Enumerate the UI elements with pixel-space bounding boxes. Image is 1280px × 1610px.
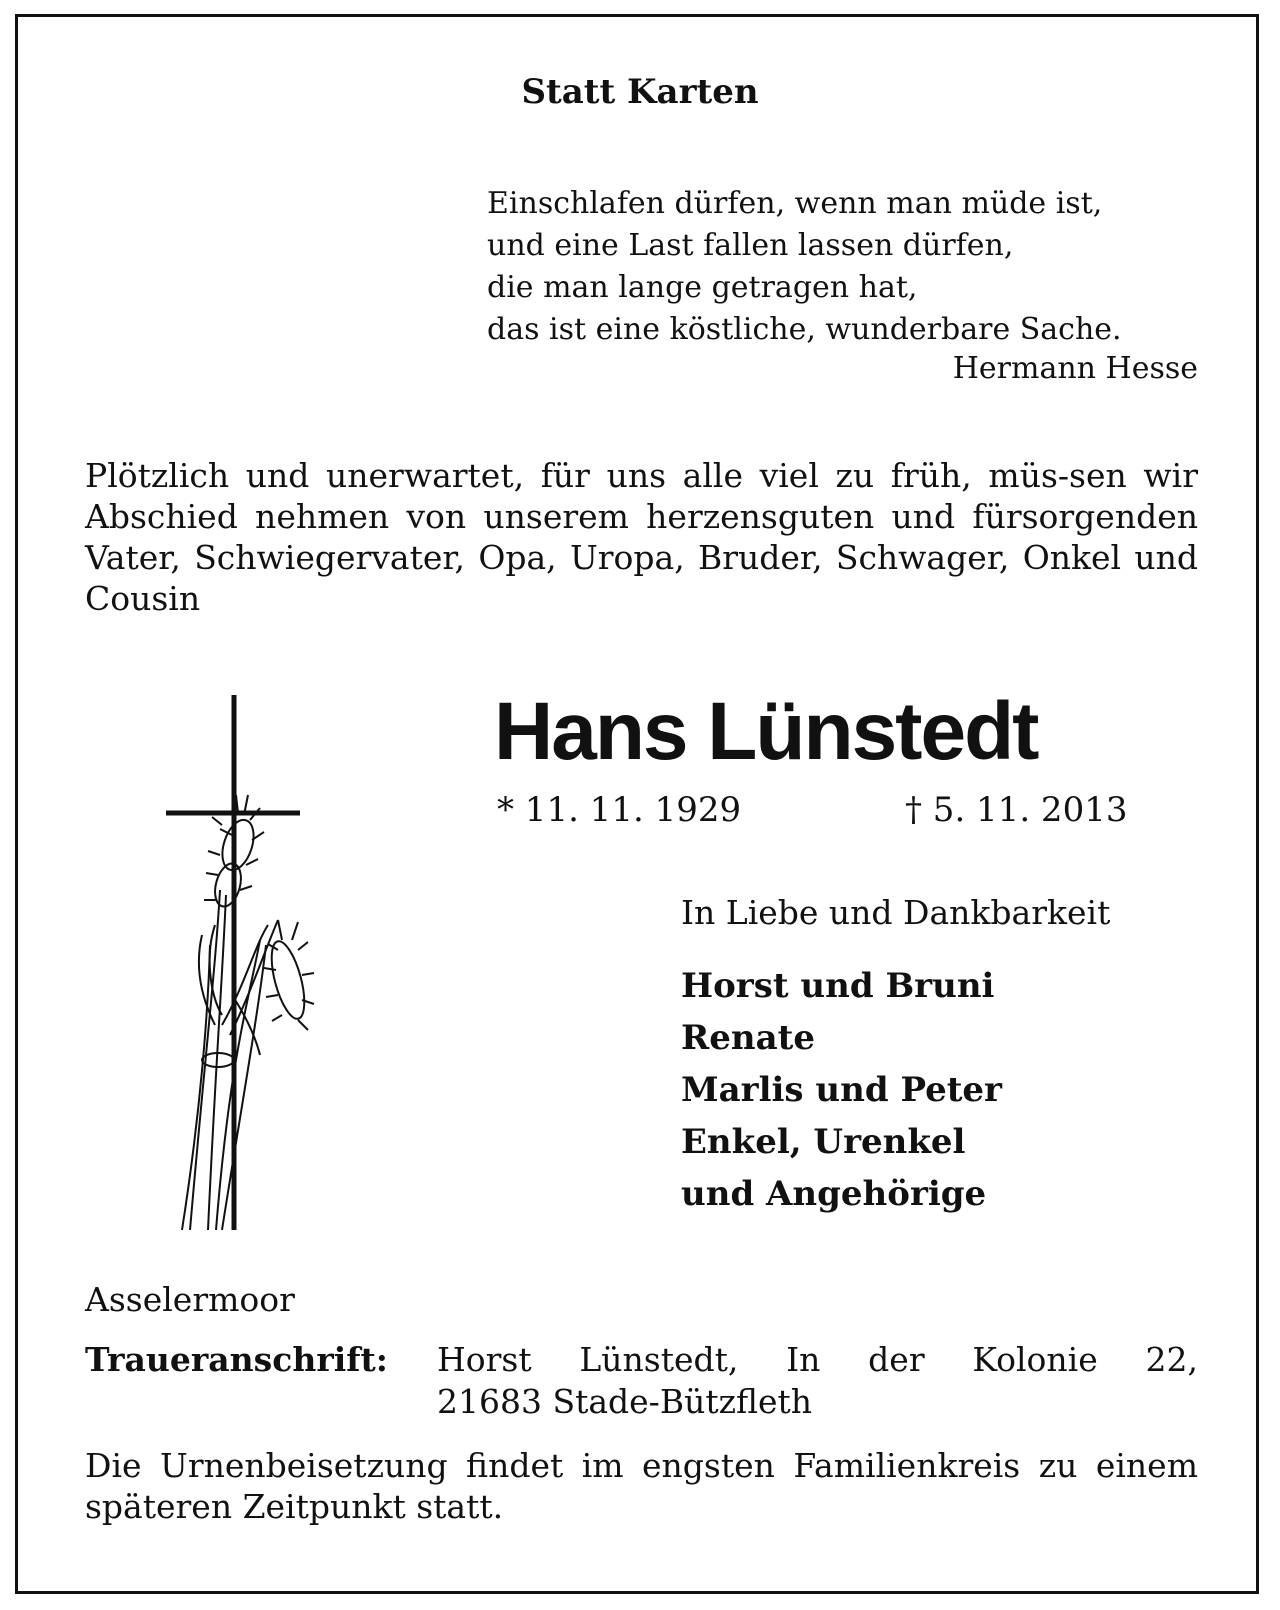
- address-label: Traueranschrift:: [85, 1340, 388, 1379]
- poem-line: Einschlafen dürfen, wenn man müde ist,: [487, 186, 1103, 221]
- poem-line: das ist eine köstliche, wunderbare Sache.: [487, 312, 1122, 347]
- deceased-name: Hans Lünstedt: [494, 686, 1038, 777]
- poem-author: Hermann Hesse: [952, 351, 1198, 386]
- death-date: † 5. 11. 2013: [905, 790, 1128, 830]
- mourner-name: Enkel, Urenkel: [681, 1122, 966, 1162]
- mourner-name: Horst und Bruni: [681, 966, 995, 1006]
- mourner-name: Renate: [681, 1018, 815, 1058]
- mourners-list: [681, 960, 1002, 1220]
- place-name: Asselermoor: [85, 1280, 295, 1319]
- address-line-1: Horst Lünstedt, In der Kolonie 22,: [437, 1340, 1198, 1379]
- mourner-name: Marlis und Peter: [681, 1070, 1002, 1110]
- cross-with-wheat-icon: [160, 695, 330, 1235]
- thanks-line: In Liebe und Dankbarkeit: [681, 893, 1111, 932]
- urn-notice: Die Urnenbeisetzung findet im engsten Familienkreis zu einem späteren Zeitpunkt statt.: [85, 1446, 1198, 1526]
- poem-line: die man lange getragen hat,: [487, 270, 918, 305]
- statt-karten-heading: Statt Karten: [521, 72, 759, 112]
- poem: [487, 183, 1122, 351]
- birth-date: * 11. 11. 1929: [497, 790, 742, 830]
- address-line-2: 21683 Stade-Bützfleth: [437, 1382, 813, 1421]
- intro-paragraph: Plötzlich und unerwartet, für uns alle viel zu früh, müs-sen wir Abschied nehmen von unserem herzensguten und fürsorgenden Vater, Schwiegervater, Opa, Uropa, Bruder, Schwager, Onkel und Cousin: [85, 456, 1198, 618]
- mourner-name: und Angehörige: [681, 1174, 987, 1214]
- poem-line: und eine Last fallen lassen dürfen,: [487, 228, 1014, 263]
